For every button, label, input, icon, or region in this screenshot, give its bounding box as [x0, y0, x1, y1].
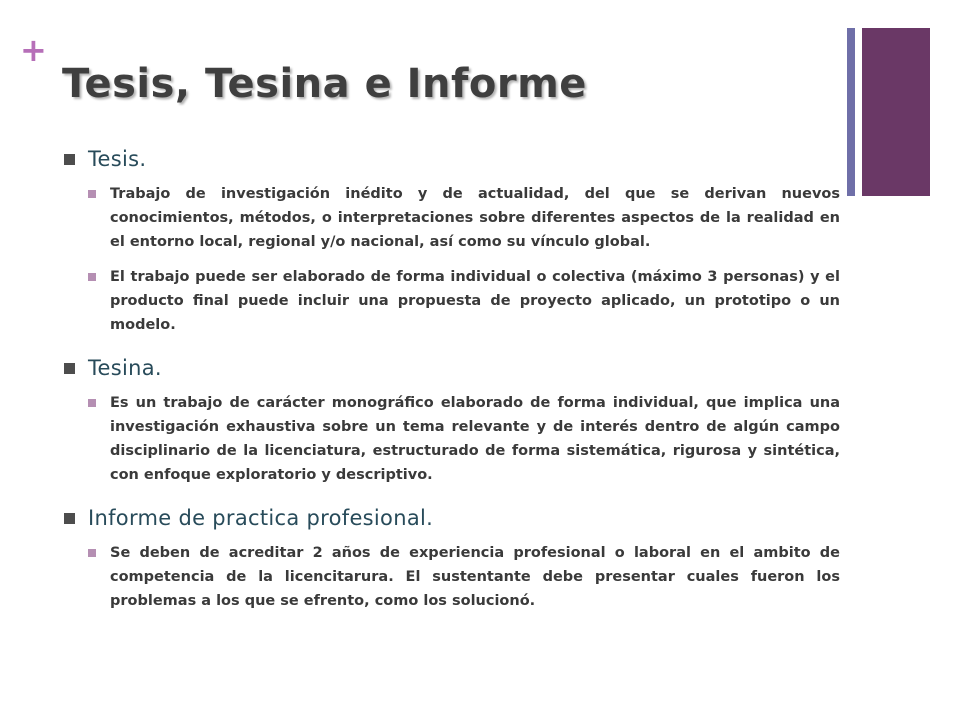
list-item: [88, 391, 840, 487]
slide-content: [64, 142, 840, 624]
section-tesis: [64, 142, 840, 337]
list-item: [88, 541, 840, 613]
list-item-text: Trabajo de investigación inédito y de actualidad, del que se derivan nuevos conocimientos, métodos, o interpretaciones sobre diferentes aspectos de la realidad en el entorno local, regional y/o nacional, así como su vínculo global.: [110, 186, 840, 250]
slide-title: Tesis, Tesina e Informe: [62, 61, 587, 107]
decorative-bar-block: [862, 28, 930, 196]
decorative-bar-thin: [847, 28, 855, 196]
list-item-text: El trabajo puede ser elaborado de forma individual o colectiva (máximo 3 personas) y el producto final puede incluir una propuesta de proyecto aplicado, un prototipo o un modelo.: [110, 269, 840, 333]
list-item: [88, 265, 840, 337]
bullet-square-icon: [64, 363, 75, 374]
section-heading-row: [64, 501, 840, 535]
list-item: [88, 182, 840, 254]
section-heading-row: [64, 351, 840, 385]
section-heading: Tesis.: [88, 147, 147, 171]
sub-bullet-square-icon: [88, 399, 96, 407]
section-tesina: [64, 351, 840, 487]
section-informe: [64, 501, 840, 613]
bullet-square-icon: [64, 513, 75, 524]
bullet-square-icon: [64, 154, 75, 165]
list-item-text: Se deben de acreditar 2 años de experiencia profesional o laboral en el ambito de competencia de la licencitarura. El sustentante debe presentar cuales fueron los problemas a los que se efrento, como los solucionó.: [110, 545, 840, 609]
section-items: [64, 391, 840, 487]
list-item-text: Es un trabajo de carácter monográfico elaborado de forma individual, que implica una investigación exhaustiva sobre un tema relevante y de interés dentro de algún campo disciplinario de la licenciatura, estructurado de forma sistemática, rigurosa y sintética, con enfoque exploratorio y descriptivo.: [110, 395, 840, 483]
sub-bullet-square-icon: [88, 273, 96, 281]
section-items: [64, 182, 840, 337]
section-heading: Informe de practica profesional.: [88, 506, 434, 530]
section-heading-row: [64, 142, 840, 176]
sub-bullet-square-icon: [88, 190, 96, 198]
section-heading: Tesina.: [88, 356, 162, 380]
plus-mark-icon: +: [20, 31, 47, 69]
section-items: [64, 541, 840, 613]
sub-bullet-square-icon: [88, 549, 96, 557]
